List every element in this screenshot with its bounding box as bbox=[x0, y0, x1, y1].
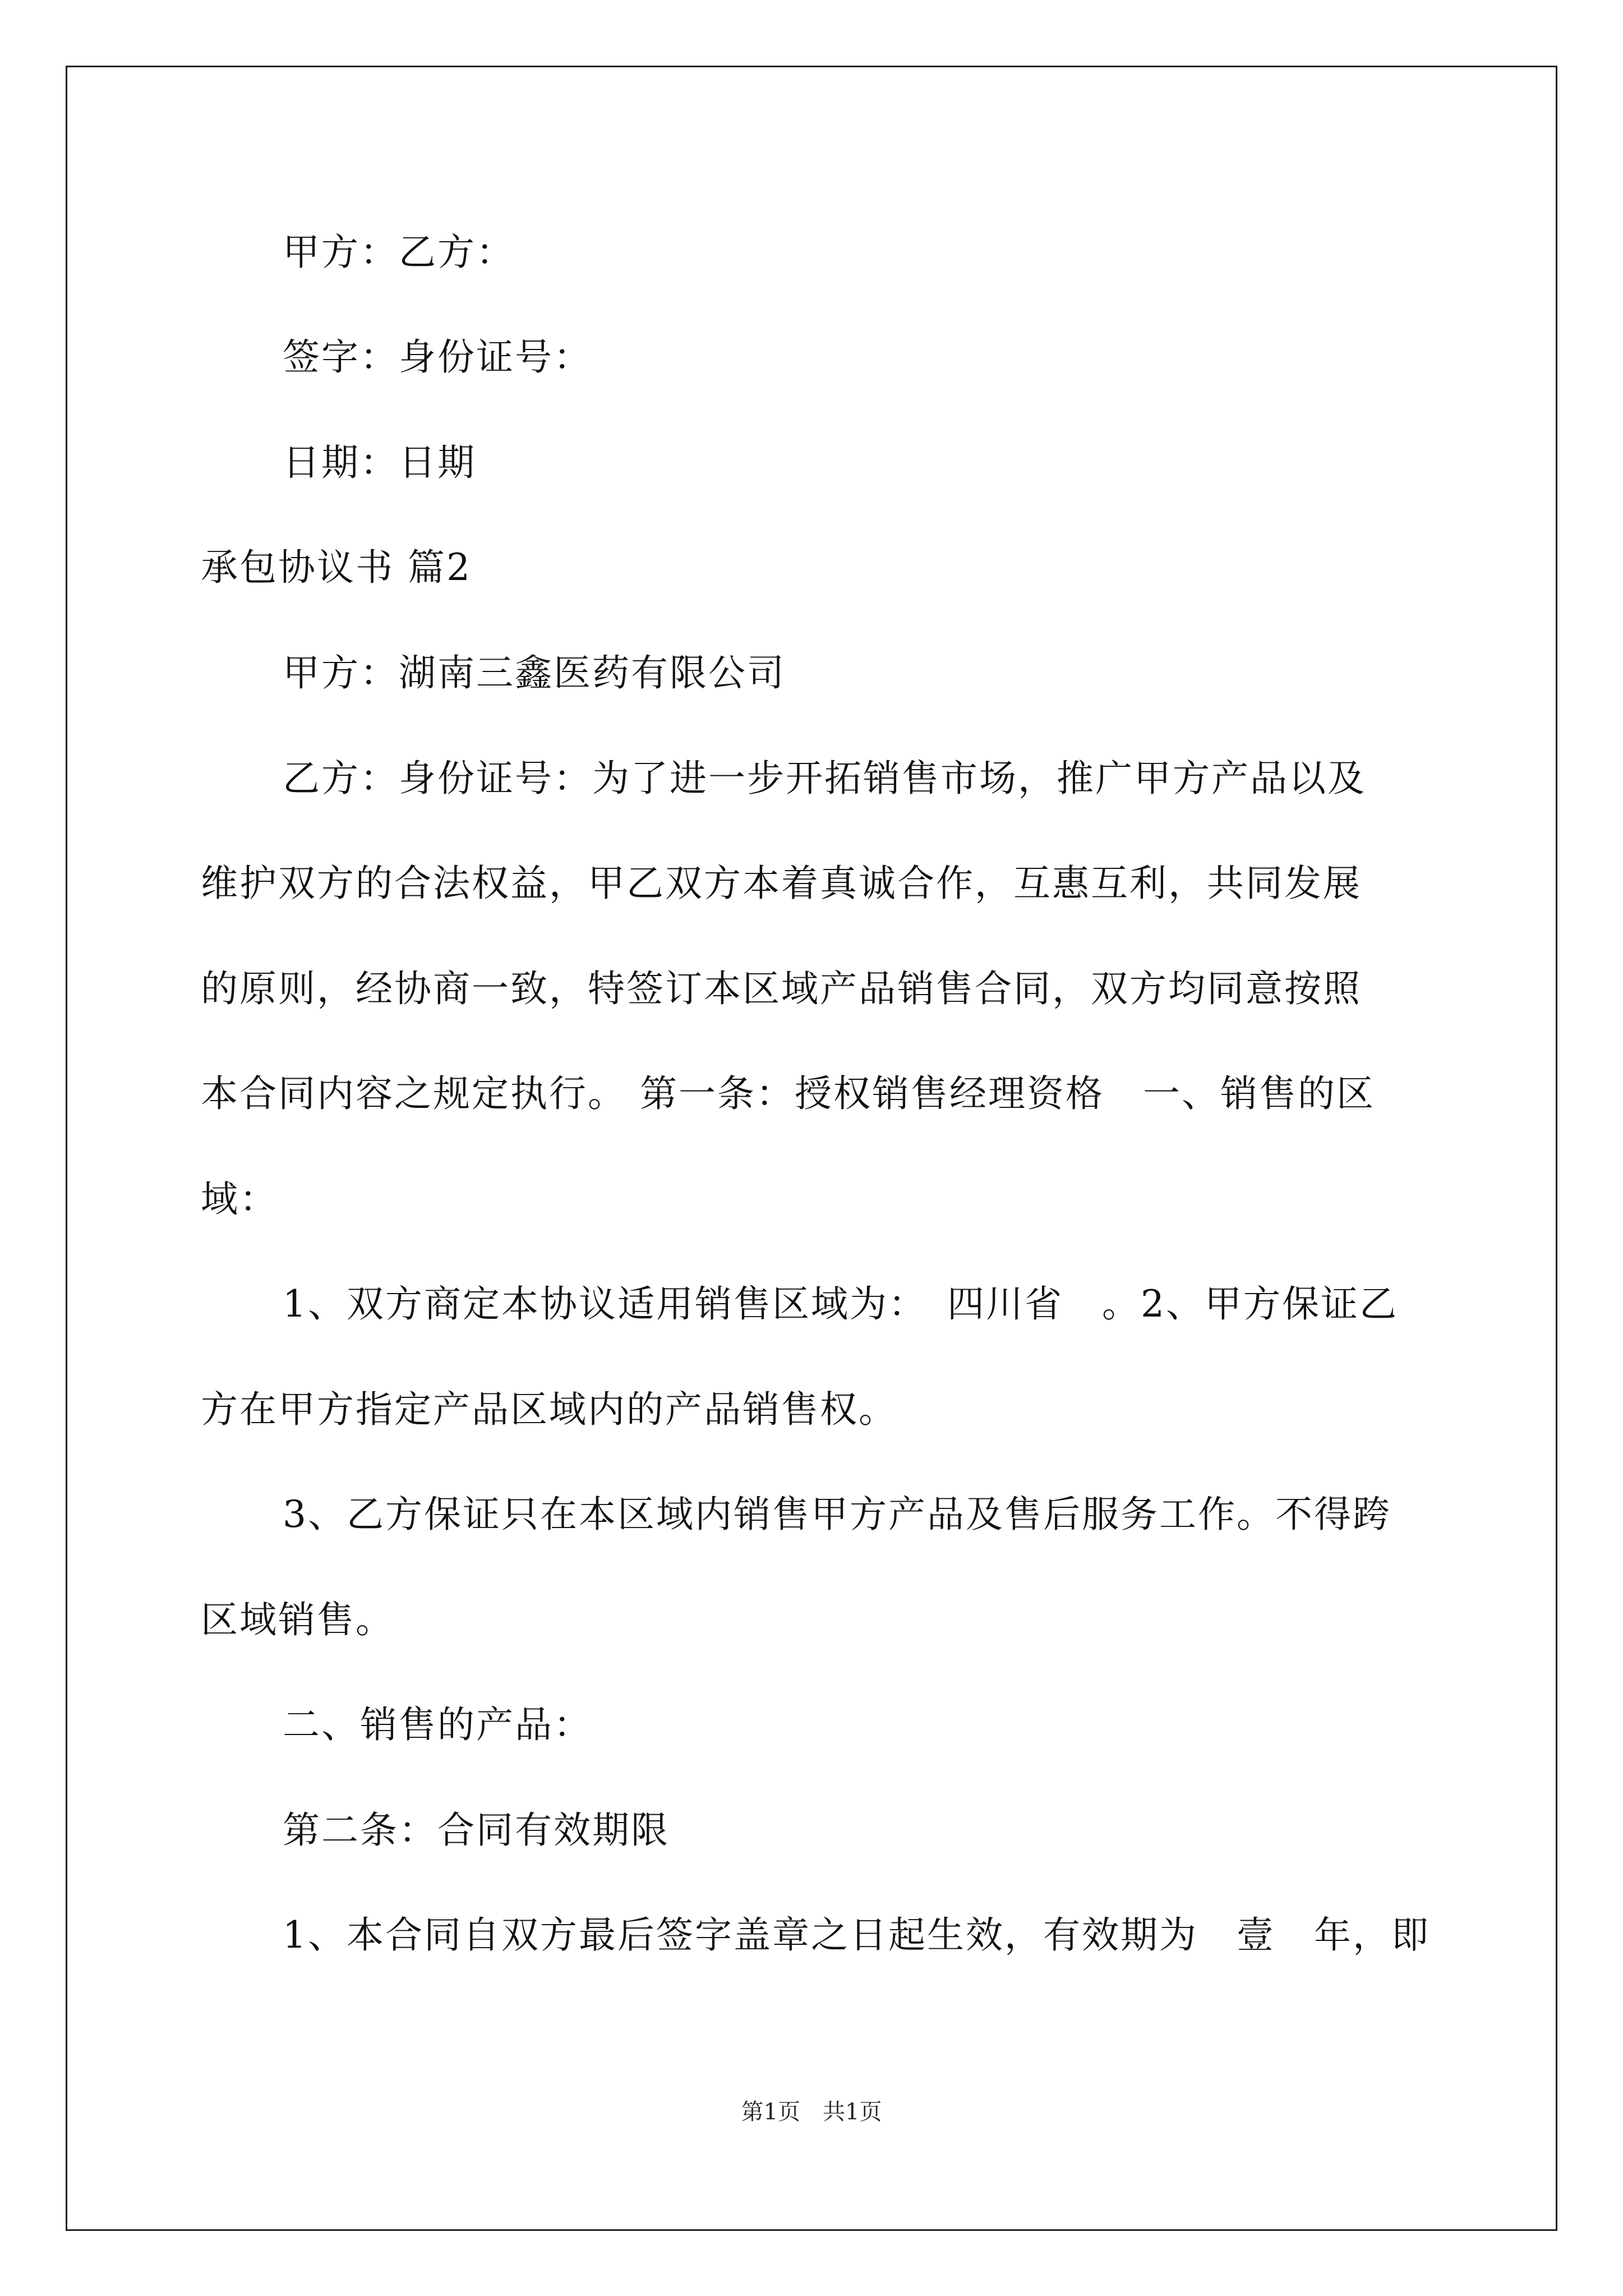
subheading-line: 二、销售的产品： bbox=[283, 1703, 592, 1746]
paragraph-line: 维护双方的合法权益，甲乙双方本着真诚合作，互惠互利，共同发展 bbox=[201, 862, 1362, 905]
clause-line: 1、双方商定本协议适用销售区域为： 四川省 。2、甲方保证乙 bbox=[283, 1282, 1398, 1326]
clause-line: 3、乙方保证只在本区域内销售甲方产品及售后服务工作。不得跨 bbox=[283, 1493, 1391, 1536]
paragraph-line: 乙方：身份证号：为了进一步开拓销售市场，推广甲方产品以及 bbox=[283, 757, 1366, 800]
clause-line: 区域销售。 bbox=[201, 1598, 394, 1641]
clause-line: 方在甲方指定产品区域内的产品销售权。 bbox=[201, 1388, 897, 1431]
signature-line: 签字：身份证号： bbox=[283, 335, 592, 379]
party-line: 甲方：乙方： bbox=[283, 231, 515, 274]
page-footer: 第1页 共1页 bbox=[741, 2099, 882, 2125]
section-heading: 承包协议书 篇2 bbox=[201, 546, 472, 589]
party-a-line: 甲方：湖南三鑫医药有限公司 bbox=[283, 651, 786, 694]
article-heading: 第二条：合同有效期限 bbox=[283, 1809, 670, 1852]
page-border bbox=[66, 66, 1557, 2231]
paragraph-line: 本合同内容之规定执行。 第一条：授权销售经理资格 一、销售的区 bbox=[201, 1072, 1375, 1115]
paragraph-line: 域： bbox=[201, 1177, 278, 1221]
clause-line: 1、本合同自双方最后签字盖章之日起生效，有效期为 壹 年，即 bbox=[283, 1913, 1430, 1957]
date-line: 日期：日期 bbox=[283, 441, 476, 484]
paragraph-line: 的原则，经协商一致，特签订本区域产品销售合同，双方均同意按照 bbox=[201, 967, 1362, 1010]
